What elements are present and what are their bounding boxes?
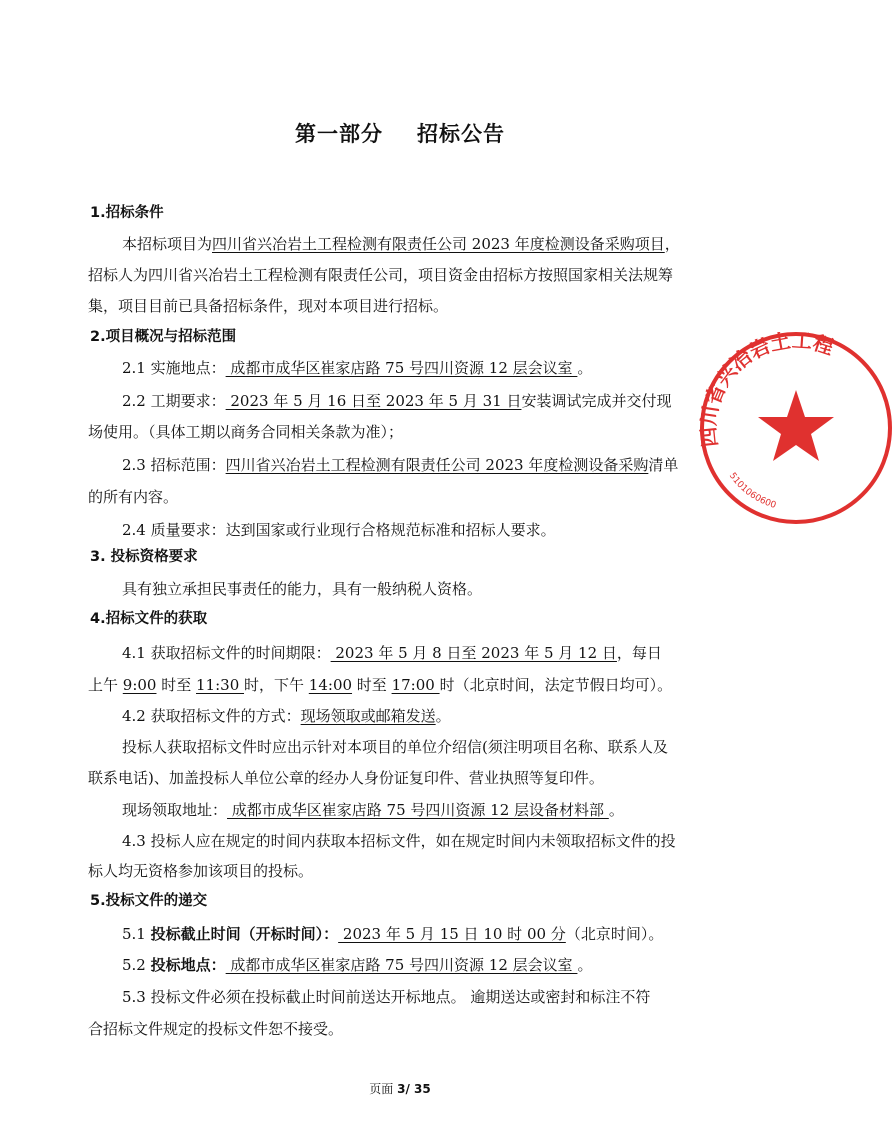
- section-5-3: 5.3 投标文件必须在投标截止时间前送达开标地点。 逾期送达或密封和标注不符: [122, 988, 651, 1006]
- time: 14:00: [308, 676, 353, 694]
- seal-number: [727, 471, 778, 511]
- text: 。: [577, 956, 593, 974]
- text: 时，下午: [244, 676, 309, 694]
- text: 。: [577, 359, 593, 377]
- text: 上午: [88, 676, 123, 694]
- text: 时至: [156, 676, 197, 694]
- star-icon: [758, 390, 834, 461]
- section-2-heading: 2.项目概况与招标范围: [90, 329, 237, 345]
- time: 11:30: [196, 676, 245, 694]
- scope: 四川省兴冶岩土工程检测有限责任公司 2023 年度检测设备采购: [225, 456, 649, 474]
- text: 清单: [648, 456, 679, 474]
- project-name: 四川省兴冶岩土工程检测有限责任公司 2023 年度检测设备采购项目: [212, 235, 665, 253]
- section-1-line-2: 招标人为四川省兴冶岩土工程检测有限责任公司，项目资金由招标方按照国家相关法规筹: [88, 266, 674, 284]
- text: 。: [435, 707, 451, 725]
- section-4-1: [122, 643, 662, 663]
- method: 现场领取或邮箱发送: [300, 707, 436, 725]
- label: 投标地点：: [150, 956, 226, 974]
- section-3-heading: 3. 投标资格要求: [90, 549, 198, 565]
- text: 时至: [352, 676, 392, 694]
- text: ，每日: [616, 644, 662, 662]
- section-4-3-cont: 标人均无资格参加该项目的投标。: [88, 862, 314, 880]
- text: 5.1: [122, 925, 151, 943]
- text: 时（北京时间，法定节假日均可）。: [439, 676, 673, 694]
- section-2-3-cont: 的所有内容。: [88, 488, 179, 506]
- venue: 成都市成华区崔家店路 75 号四川资源 12 层会议室: [225, 956, 578, 974]
- section-5-3-cont: 合招标文件规定的投标文件恕不接受。: [88, 1020, 344, 1038]
- pickup-address: 成都市成华区崔家店路 75 号四川资源 12 层设备材料部: [227, 801, 609, 819]
- section-4-3: 4.3 投标人应在规定的时间内获取本招标文件，如在规定时间内未领取招标文件的投: [122, 832, 676, 850]
- page-number: 3/ 35: [397, 1082, 431, 1096]
- text: 现场领取地址：: [122, 801, 228, 819]
- time: 17:00: [391, 676, 440, 694]
- company-seal-stamp: [696, 328, 896, 528]
- section-1-heading: 1.招标条件: [90, 205, 164, 221]
- text: 安装调试完成并交付现: [521, 392, 672, 410]
- text: 4.2 获取招标文件的方式：: [122, 707, 301, 725]
- label: 投标截止时间（开标时间）：: [150, 925, 339, 943]
- period: 2023 年 5 月 8 日至 2023 年 5 月 12 日: [330, 644, 617, 662]
- section-4-2-line-3: 联系电话)、加盖投标人单位公章的经办人身份证复印件、营业执照等复印件。: [88, 769, 604, 787]
- text: 4.1 获取招标文件的时间期限：: [122, 644, 331, 662]
- section-4-2-line-2: 投标人获取招标文件时应出示针对本项目的单位介绍信(须注明项目名称、联系人及: [122, 738, 668, 756]
- seal-number-path: 5101060600: [726, 471, 778, 511]
- section-4-2-address: [122, 800, 624, 820]
- section-5-2: [122, 955, 592, 975]
- seal-text-path: 四川省兴冶岩土工程: [695, 328, 837, 449]
- section-1-line-3: 集，项目目前已具备招标条件，现对本项目进行招标。: [88, 297, 449, 315]
- section-2-2-cont: 场使用。（具体工期以商务合同相关条款为准）；: [88, 423, 404, 441]
- title-name: 招标公告: [417, 122, 505, 146]
- period: 2023 年 5 月 16 日至 2023 年 5 月 31 日: [225, 392, 522, 410]
- section-2-2: [122, 391, 671, 411]
- section-4-1-cont: [88, 675, 672, 695]
- text: 2.1 实施地点：: [122, 359, 226, 377]
- venue: 成都市成华区崔家店路 75 号四川资源 12 层会议室: [225, 359, 578, 377]
- section-4-2: [122, 706, 451, 726]
- section-2-3: [122, 455, 678, 475]
- page-footer: [0, 1080, 800, 1097]
- deadline: 2023 年 5 月 15 日 10 时 00 分: [338, 925, 566, 943]
- section-3-line-1: 具有独立承担民事责任的能力，具有一般纳税人资格。: [122, 580, 483, 598]
- time: 9:00: [122, 676, 157, 694]
- footer-label: 页面: [369, 1082, 394, 1096]
- section-4-heading: 4.招标文件的获取: [90, 611, 208, 627]
- text: 。: [608, 801, 624, 819]
- text: 本招标项目为: [122, 235, 213, 253]
- document-title: [0, 118, 800, 148]
- section-2-1: [122, 358, 592, 378]
- title-part: 第一部分: [295, 122, 383, 146]
- text: 2.2 工期要求：: [122, 392, 226, 410]
- section-2-4: 2.4 质量要求：达到国家或行业现行合格规范标准和招标人要求。: [122, 521, 556, 539]
- section-5-heading: 5.投标文件的递交: [90, 893, 208, 909]
- section-5-1: [122, 924, 663, 944]
- text: 5.2: [122, 956, 151, 974]
- text: 2.3 招标范围：: [122, 456, 226, 474]
- text: ，: [664, 235, 680, 253]
- section-1-line-1: [122, 234, 680, 254]
- text: （北京时间）。: [565, 925, 664, 943]
